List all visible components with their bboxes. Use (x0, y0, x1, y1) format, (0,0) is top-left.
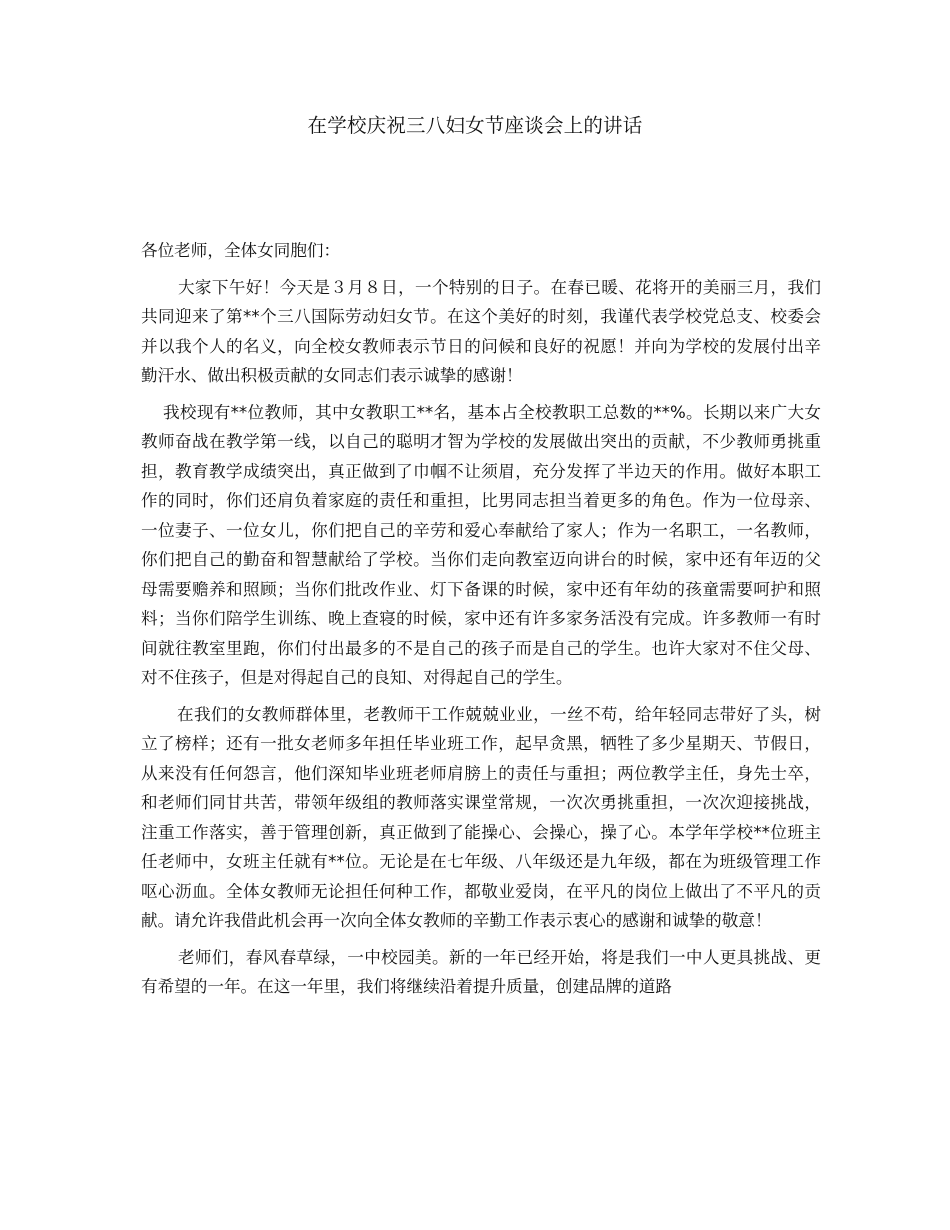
paragraph-teacher-praise: 在我们的女教师群体里，老教师干工作兢兢业业，一丝不苟，给年轻同志带好了头，树立了榜样；还有一批女老师多年担任毕业班工作，起早贪黑，牺牲了多少星期天、节假日，从来没有任何怨言，他们深知毕业班老师肩膀上的责任与重担；两位教学主任，身先士卒，和老师们同甘共苦，带领年级组的教师落实课堂常规，一次次勇挑重担，一次次迎接挑战，注重工作落实，善于管理创新，真正做到了能操心、会操心，操了心。本学年学校**位班主任老师中，女班主任就有**位。无论是在七年级、八年级还是九年级，都在为班级管理工作呕心沥血。全体女教师无论担任何种工作，都敬业爱岗，在平凡的岗位上做出了不平凡的贡献。请允许我借此机会再一次向全体女教师的辛勤工作表示衷心的感谢和诚挚的敬意！ (141, 704, 821, 930)
paragraph-new-year: 老师们，春风春草绿，一中校园美。新的一年已经开始，将是我们一中人更具挑战、更有希望的一年。在这一年里，我们将继续沿着提升质量，创建品牌的道路 (141, 947, 821, 996)
document-body (141, 236, 821, 1009)
document-title: 在学校庆祝三八妇女节座谈会上的讲话 (307, 114, 643, 137)
paragraph-staff-overview: 我校现有**位教师，其中女教职工**名，基本占全校教职工总数的**%。长期以来广大女教师奋战在教学第一线，以自己的聪明才智为学校的发展做出突出的贡献，不少教师勇挑重担，教育教学成绩突出，真正做到了巾帼不让须眉，充分发挥了半边天的作用。做好本职工作的同时，你们还肩负着家庭的责任和重担，比男同志担当着更多的角色。作为一位母亲、一位妻子、一位女儿，你们把自己的辛劳和爱心奉献给了家人；作为一名职工，一名教师，你们把自己的勤奋和智慧献给了学校。当你们走向教室迈向讲台的时候，家中还有年迈的父母需要赡养和照顾；当你们批改作业、灯下备课的时候，家中还有年幼的孩童需要呵护和照料；当你们陪学生训练、晚上查寝的时候，家中还有许多家务活没有完成。许多教师一有时间就往教室里跑，你们付出最多的不是自己的孩子而是自己的学生。也许大家对不住父母、对不住孩子，但是对得起自己的良知、对得起自己的学生。 (141, 402, 821, 687)
salutation: 各位老师，全体女同胞们： (141, 241, 341, 260)
paragraph-greeting: 大家下午好！今天是３月８日，一个特别的日子。在春已暖、花将开的美丽三月，我们共同迎来了第**个三八国际劳动妇女节。在这个美好的时刻，我谨代表学校党总支、校委会并以我个人的名义，向全校女教师表示节日的问候和良好的祝愿！并向为学校的发展付出辛勤汗水、做出积极贡献的女同志们表示诚挚的感谢！ (141, 277, 821, 385)
